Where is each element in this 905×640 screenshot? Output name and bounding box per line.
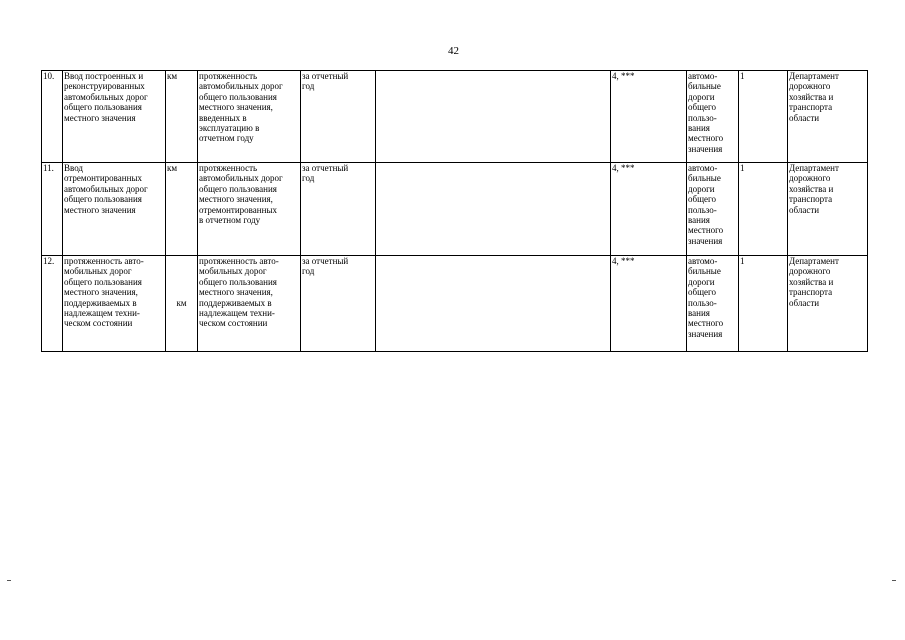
- indicator-name: Ввод отремонтированных автомобильных дорог общего пользования местного значения: [63, 163, 166, 256]
- table-row: [42, 71, 868, 163]
- row-number: 10.: [42, 71, 63, 163]
- method-cell: [376, 71, 611, 163]
- unit-cell: км: [166, 71, 198, 163]
- indicator-name: протяженность авто- мобильных дорог общего пользования местного значения, поддерживаемых в надлежащем техни- ческом состоянии: [63, 256, 166, 352]
- responsible-cell: Департамент дорожного хозяйства и транспорта области: [788, 163, 868, 256]
- period-cell: за отчетный год: [301, 71, 376, 163]
- margin-mark-left: [7, 580, 11, 581]
- object-cell: автомо- бильные дороги общего пользо- вания местного значения: [687, 163, 739, 256]
- code-cell: 1: [739, 71, 788, 163]
- method-cell: [376, 163, 611, 256]
- indicator-definition: протяженность автомобильных дорог общего пользования местного значения, введенных в эксплуатацию в отчетном году: [198, 71, 301, 163]
- indicator-definition: протяженность автомобильных дорог общего пользования местного значения, отремонтированных в отчетном году: [198, 163, 301, 256]
- row-number: 11.: [42, 163, 63, 256]
- table-row: [42, 163, 868, 256]
- object-cell: автомо- бильные дороги общего пользо- вания местного значения: [687, 71, 739, 163]
- responsible-cell: Департамент дорожного хозяйства и транспорта области: [788, 71, 868, 163]
- source-cell: 4, ***: [611, 256, 687, 352]
- table-row: [42, 256, 868, 352]
- page-number: 42: [448, 45, 459, 57]
- indicator-table: [41, 70, 868, 352]
- method-cell: [376, 256, 611, 352]
- code-cell: 1: [739, 163, 788, 256]
- code-cell: 1: [739, 256, 788, 352]
- source-cell: 4, ***: [611, 163, 687, 256]
- object-cell: автомо- бильные дороги общего пользо- вания местного значения: [687, 256, 739, 352]
- responsible-cell: Департамент дорожного хозяйства и транспорта области: [788, 256, 868, 352]
- unit-cell: км: [166, 256, 198, 352]
- indicator-name: Ввод построенных и реконструированных автомобильных дорог общего пользования местного значения: [63, 71, 166, 163]
- margin-mark-right: [892, 580, 896, 581]
- indicator-definition: протяженность авто- мобильных дорог общего пользования местного значения, поддерживаемых в надлежащем техни- ческом состоянии: [198, 256, 301, 352]
- unit-cell: км: [166, 163, 198, 256]
- row-number: 12.: [42, 256, 63, 352]
- period-cell: за отчетный год: [301, 256, 376, 352]
- period-cell: за отчетный год: [301, 163, 376, 256]
- source-cell: 4, ***: [611, 71, 687, 163]
